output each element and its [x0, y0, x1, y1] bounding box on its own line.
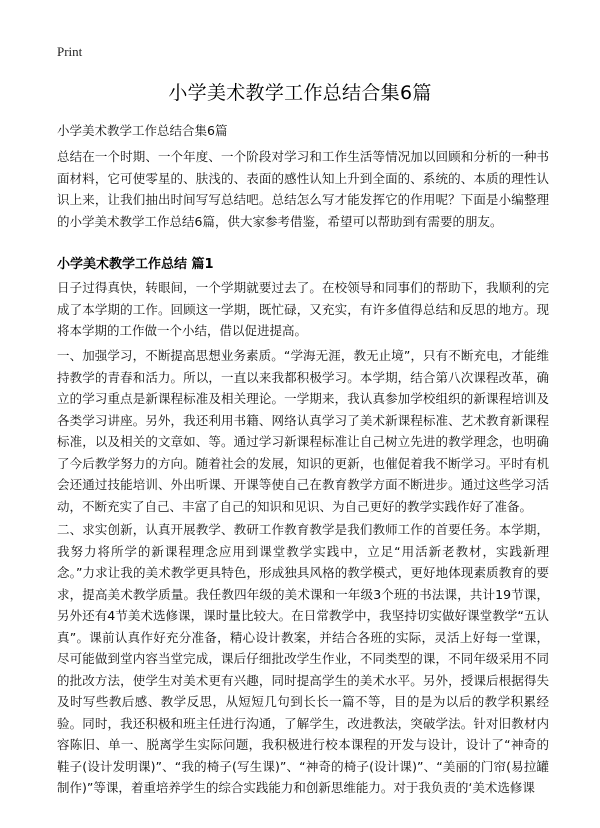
intro-paragraph: 总结在一个时期、一个年度、一个阶段对学习和工作生活等情况加以回顾和分析的一种书面材料，它可使零星的、肤浅的、表面的感性认知上升到全面的、系统的、本质的理性认识上来，让我们抽出时间写写总结吧。总结怎么写才能发挥它的作用呢？下面是小编整理的小学美术教学工作总结6篇，供大家参考借鉴，希望可以帮助到有需要的朋友。: [57, 149, 549, 229]
body-paragraph: 二、求实创新，认真开展教学、教研工作教育教学是我们教师工作的首要任务。本学期，我努力将所学的新课程理念应用到课堂教学实践中，立足“用活新老教材，实践新理念。”力求让我的美术教学更具特色，形成独具风格的教学模式，更好地体现素质教育的要求，提高美术教学质量。我任教四年级的美术课和一年级3个班的书法课，共计19节课，另外还有4节美术选修课，课时量比较大。在日常教学中，我坚持切实做好课堂教学“五认真”。课前认真作好充分准备，精心设计教案，并结合各班的实际，灵活上好每一堂课，尽可能做到堂内容当堂完成，课后仔细批改学生作业，不同类型的课，不同年级采用不同的批改方法，使学生对美术更有兴趣，同时提高学生的美术水平。另外，授课后根据得失及时写些教后感、教学反思，从短短几句到长长一篇不等，目的是为以后的教学积累经验。同时，我还积极和班主任进行沟通，了解学生，改进教法，突破学法。针对旧教材内容陈旧、单一、脱离学生实际问题，我积极进行校本课程的开发与设计，设计了“神奇的鞋子(设计发明课)”、“我的椅子(写生课)”、“神奇的椅子(设计课)”、“美丽的门帘(易拉罐制作)”等课，着重培养学生的综合实践能力和创新思维能力。对于我负责的‘美术选修课: [57, 522, 549, 795]
document-title: 小学美术教学工作总结合集6篇: [168, 82, 432, 104]
section-heading: 小学美术教学工作总结 篇1: [57, 257, 214, 272]
body-paragraph: 日子过得真快，转眼间，一个学期就要过去了。在校领导和同事们的帮助下，我顺利的完成了本学期的工作。回顾这一学期，既忙碌，又充实，有许多值得总结和反思的地方。现将本学期的工作做一个小结，借以促进提高。: [57, 280, 549, 338]
document-subtitle: 小学美术教学工作总结合集6篇: [57, 123, 228, 138]
body-paragraph: 一、加强学习，不断提高思想业务素质。“学海无涯，教无止境”，只有不断充电，才能维持教学的青春和活力。所以，一直以来我都积极学习。本学期，结合第八次课程改革，确立的学习重点是新课程标准及相关理论。一学期来，我认真参加学校组织的新课程培训及各类学习讲座。另外，我还利用书籍、网络认真学习了美术新课程标准、艺术教育新课程标准，以及相关的文章如、等。通过学习新课程标准让自己树立先进的教学理念，也明确了今后教学努力的方向。随着社会的发展，知识的更新，也催促着我不断学习。平时有机会还通过技能培训、外出听课、开课等使自己在教育教学方面不断进步。通过这些学习活动，不断充实了自己、丰富了自己的知识和见识、为自己更好的教学实践作好了准备。: [57, 348, 549, 514]
print-label: Print: [57, 44, 83, 59]
